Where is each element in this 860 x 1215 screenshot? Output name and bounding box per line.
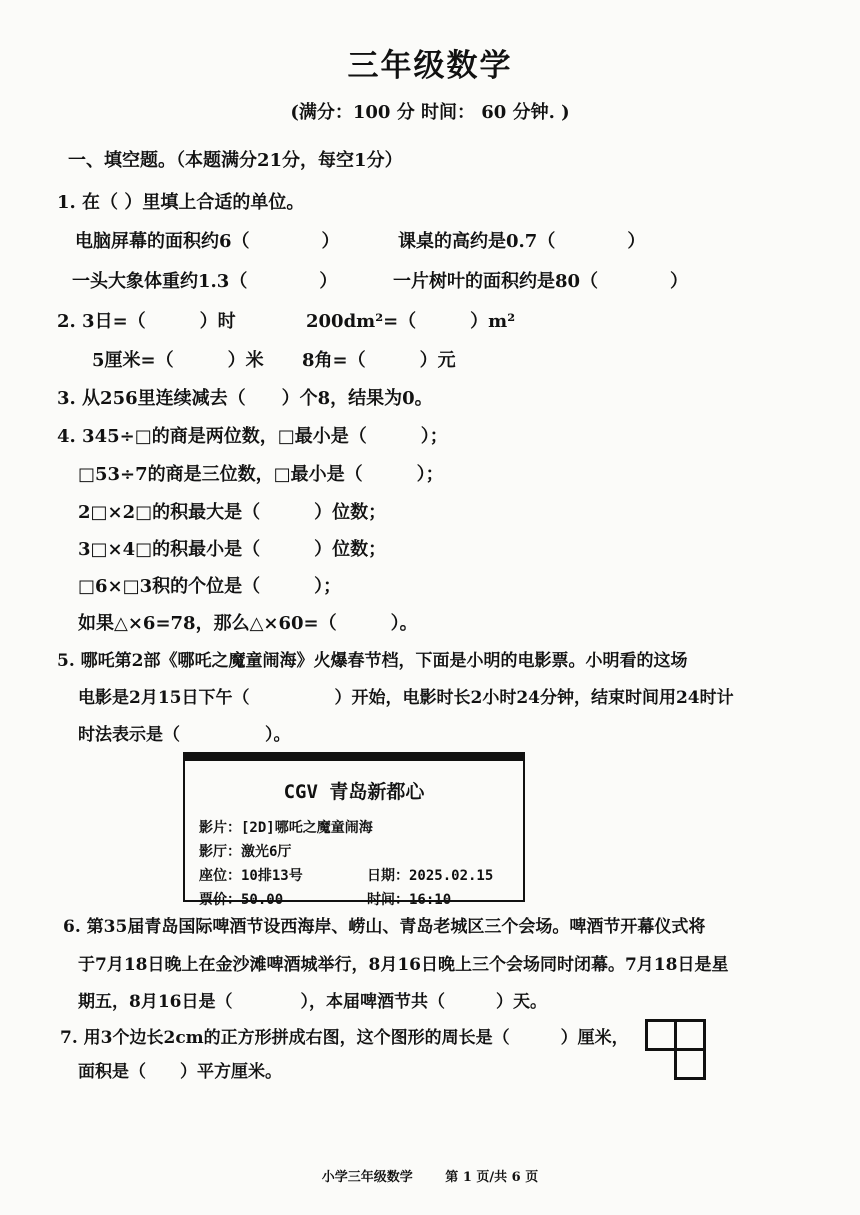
question-6-line-2: 于7月18日晚上在金沙滩啤酒城举行，8月16日晚上三个会场同时闭幕。7月18日是星	[78, 955, 729, 975]
question-1-item-a: 电脑屏幕的面积约6（ ）	[75, 231, 340, 252]
question-5-line-2: 电影是2月15日下午（ ）开始，电影时长2小时24分钟，结束时间用24时计	[78, 688, 734, 708]
question-3: 3. 从256里连续减去（ ）个8，结果为0。	[57, 388, 433, 409]
question-2-item-c: 5厘米=（ ）米	[92, 350, 264, 371]
ticket-time: 时间：16:10	[367, 892, 452, 908]
footer-page-number: 第 1 页/共 6 页	[445, 1170, 539, 1185]
ticket-price: 票价：50.00	[199, 892, 284, 908]
ticket-film: 影片：[2D]哪吒之魔童闹海	[199, 820, 373, 836]
question-6-line-1: 6. 第35届青岛国际啤酒节设西海岸、崂山、青岛老城区三个会场。啤酒节开幕仪式将	[63, 917, 706, 937]
footer-subject: 小学三年级数学	[321, 1170, 413, 1185]
exam-subtitle: (满分：100 分 时间： 60 分钟. )	[290, 102, 570, 123]
question-1-item-b: 课桌的高约是0.7（ ）	[398, 231, 646, 252]
question-7-line-2: 面积是（ ）平方厘米。	[78, 1062, 282, 1082]
exam-title: 三年级数学	[347, 48, 513, 84]
question-1-item-d: 一片树叶的面积约是80（ ）	[393, 271, 689, 292]
square-bottom-right	[674, 1048, 706, 1080]
question-4-item-b: □53÷7的商是三位数，□最小是（ ）；	[78, 464, 444, 485]
question-7-line-1: 7. 用3个边长2cm的正方形拼成右图，这个图形的周长是（ ）厘米，	[60, 1028, 629, 1048]
question-2-item-d: 8角=（ ）元	[302, 350, 456, 371]
question-4-item-c: 2□×2□的积最大是（ ）位数；	[78, 502, 387, 523]
ticket-hall: 影厅：激光6厅	[199, 844, 292, 860]
question-4-item-d: 3□×4□的积最小是（ ）位数；	[78, 539, 387, 560]
question-6-line-3: 期五，8月16日是（ ），本届啤酒节共（ ）天。	[78, 992, 547, 1012]
section-heading: 一、填空题。（本题满分21分，每空1分）	[68, 150, 403, 171]
question-4-item-e: □6×□3积的个位是（ ）；	[78, 576, 342, 597]
ticket-cinema-name: CGV 青岛新都心	[283, 781, 425, 803]
question-4-item-f: 如果△×6=78，那么△×60=（ ）。	[78, 613, 418, 634]
question-1-prompt: 1. 在（ ）里填上合适的单位。	[57, 192, 305, 213]
question-5-line-1: 5. 哪吒第2部《哪吒之魔童闹海》火爆春节档，下面是小明的电影票。小明看的这场	[57, 651, 688, 671]
three-squares-figure	[645, 1019, 707, 1081]
question-2-item-a: 2. 3日=（ ）时	[57, 311, 236, 332]
ticket-seat: 座位：10排13号	[199, 868, 303, 884]
movie-ticket	[183, 752, 525, 908]
square-top-left	[645, 1019, 677, 1051]
question-5-line-3: 时法表示是（ ）。	[78, 725, 291, 745]
ticket-date: 日期：2025.02.15	[367, 868, 494, 884]
question-1-item-c: 一头大象体重约1.3（ ）	[72, 271, 338, 292]
page-footer	[0, 1166, 860, 1185]
question-4-item-a: 4. 345÷□的商是两位数，□最小是（ ）；	[57, 426, 448, 447]
question-2-item-b: 200dm²=（ ）m²	[306, 311, 516, 332]
square-top-right	[674, 1019, 706, 1051]
